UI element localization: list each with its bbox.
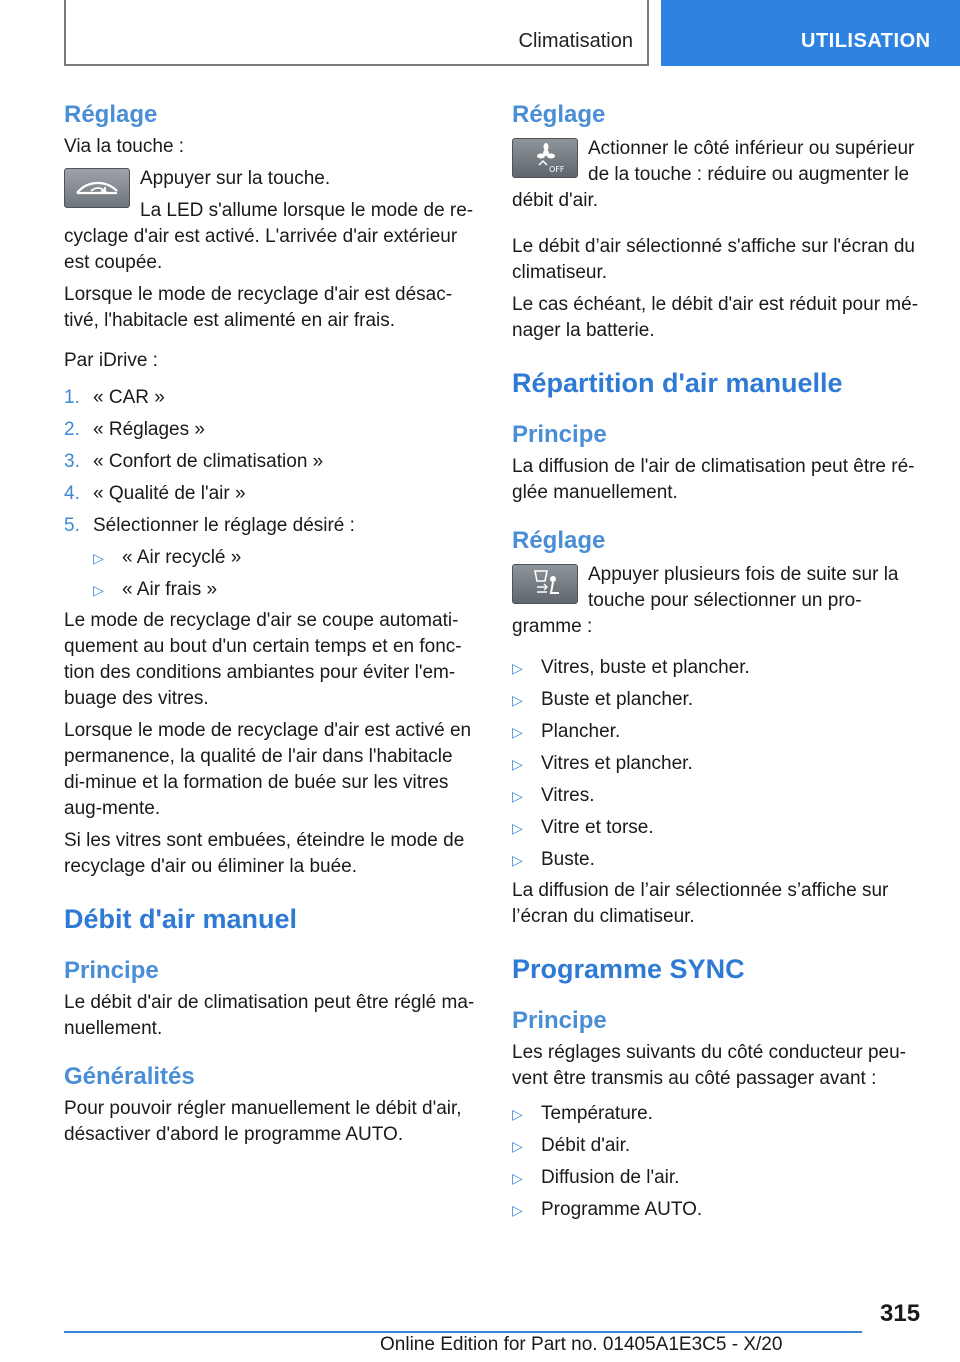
recirculation-button-icon: [64, 168, 130, 208]
heading-reglage: Réglage: [512, 527, 606, 554]
heading-principe: Principe: [64, 957, 159, 984]
heading-generalites: Généralités: [64, 1063, 195, 1090]
header-section-box: [64, 0, 649, 66]
list-item: ▷ Programme AUTO.: [512, 1194, 926, 1226]
led-text: La LED s'allume lorsque le mode de re-cyclage d'air est activé. L'arrivée d'air extérieur est coupée.: [64, 200, 474, 273]
auto-off-text: Le mode de recyclage d'air se coupe automati-quement au bout d'un certain temps et en fonc-tion des conditions ambiantes pour éviter l'em-buage des vitres.: [64, 610, 462, 709]
triangle-bullet-icon: ▷: [512, 1170, 523, 1186]
list-item: ▷ « Air recyclé »: [64, 542, 477, 574]
footer-divider: [64, 1331, 862, 1333]
list-item: ▷ Débit d'air.: [512, 1130, 926, 1162]
svg-text:OFF: OFF: [549, 165, 565, 174]
idrive-steps: [64, 382, 477, 542]
batterie-text: Le cas échéant, le débit d'air est réduit pour mé-nager la batterie.: [512, 294, 919, 341]
permanence-text: Lorsque le mode de recyclage d'air est activé en permanence, la qualité de l'air dans l'habitacle di-minue et la formation de buée sur les vitres aug-mente.: [64, 720, 472, 819]
right-column: [512, 100, 926, 1228]
air-distribution-button-icon: [512, 564, 578, 604]
heading-debit-air-manuel: Débit d'air manuel: [64, 904, 297, 934]
list-item: 4. « Qualité de l'air »: [64, 483, 246, 504]
triangle-bullet-icon: ▷: [512, 692, 523, 708]
triangle-bullet-icon: ▷: [512, 1138, 523, 1154]
triangle-bullet-icon: ▷: [512, 820, 523, 836]
triangle-bullet-icon: ▷: [93, 550, 104, 566]
sync-list: [512, 1098, 926, 1226]
list-item: ▷ « Air frais »: [64, 574, 477, 606]
par-idrive-text: Par iDrive :: [64, 350, 158, 371]
recirculation-instruction: [64, 166, 477, 282]
fan-speed-button-icon: [512, 138, 578, 178]
generalites-text: Pour pouvoir régler manuellement le débit d'air, désactiver d'abord le programme AUTO.: [64, 1098, 462, 1145]
header-section-title: Climatisation: [518, 30, 633, 52]
page-number: 315: [880, 1300, 921, 1327]
list-item: ▷ Plancher.: [512, 716, 926, 748]
list-item: 2. « Réglages »: [64, 419, 205, 440]
triangle-bullet-icon: ▷: [512, 1202, 523, 1218]
via-touche-text: Via la touche :: [64, 136, 185, 157]
header-chapter-tab: [661, 0, 960, 66]
list-item: ▷ Température.: [512, 1098, 926, 1130]
list-item: 3. « Confort de climatisation »: [64, 451, 324, 472]
heading-programme-sync: Programme SYNC: [512, 954, 745, 984]
fan-instruction: [512, 136, 926, 220]
embuees-text: Si les vitres sont embuées, éteindre le mode de recyclage d'air ou éliminer la buée.: [64, 830, 465, 877]
list-item: 5. Sélectionner le réglage désiré :: [64, 515, 355, 536]
triangle-bullet-icon: ▷: [512, 1106, 523, 1122]
footer-edition: Online Edition for Part no. 01405A1E3C5 - X/20: [380, 1334, 783, 1355]
left-column: [64, 100, 477, 1154]
triangle-bullet-icon: ▷: [512, 724, 523, 740]
list-item: ▷ Buste.: [512, 844, 926, 876]
affiche-text: Le débit d’air sélectionné s'affiche sur l'écran du climatiseur.: [512, 236, 915, 283]
actionner-text: Actionner le côté inférieur ou supérieur de la touche : réduire ou augmenter le débit d'air.: [512, 138, 915, 211]
triangle-bullet-icon: ▷: [512, 660, 523, 676]
list-item: ▷ Vitre et torse.: [512, 812, 926, 844]
appuyer-plusieurs-text: Appuyer plusieurs fois de suite sur la touche pour sélectionner un pro-gramme :: [512, 564, 899, 637]
diffusion-affiche-text: La diffusion de l’air sélectionnée s’affiche sur l’écran du climatiseur.: [512, 880, 889, 927]
heading-reglage: Réglage: [512, 101, 606, 128]
repartition-principe-text: La diffusion de l'air de climatisation peut être ré-glée manuellement.: [512, 456, 915, 503]
heading-principe: Principe: [512, 421, 607, 448]
list-item: ▷ Buste et plancher.: [512, 684, 926, 716]
triangle-bullet-icon: ▷: [512, 756, 523, 772]
header-chapter-title: UTILISATION: [801, 30, 931, 52]
list-item: ▷ Vitres.: [512, 780, 926, 812]
programmes-list: [512, 652, 926, 876]
distribution-instruction: [512, 562, 926, 646]
appuyer-text: Appuyer sur la touche.: [140, 168, 331, 189]
desactive-text: Lorsque le mode de recyclage d'air est désac-tivé, l'habitacle est alimenté en air frais.: [64, 284, 453, 331]
triangle-bullet-icon: ▷: [93, 582, 104, 598]
list-item: ▷ Vitres et plancher.: [512, 748, 926, 780]
heading-principe: Principe: [512, 1007, 607, 1034]
list-item: 1. « CAR »: [64, 387, 165, 408]
sync-text: Les réglages suivants du côté conducteur peu-vent être transmis au côté passager avant :: [512, 1042, 906, 1089]
list-item: ▷ Vitres, buste et plancher.: [512, 652, 926, 684]
heading-repartition: Répartition d'air manuelle: [512, 368, 843, 398]
list-item: ▷ Diffusion de l'air.: [512, 1162, 926, 1194]
principe-text: Le débit d'air de climatisation peut être réglé ma-nuellement.: [64, 992, 475, 1039]
triangle-bullet-icon: ▷: [512, 788, 523, 804]
heading-reglage: Réglage: [64, 101, 158, 128]
reglage-options: [64, 542, 477, 606]
triangle-bullet-icon: ▷: [512, 852, 523, 868]
